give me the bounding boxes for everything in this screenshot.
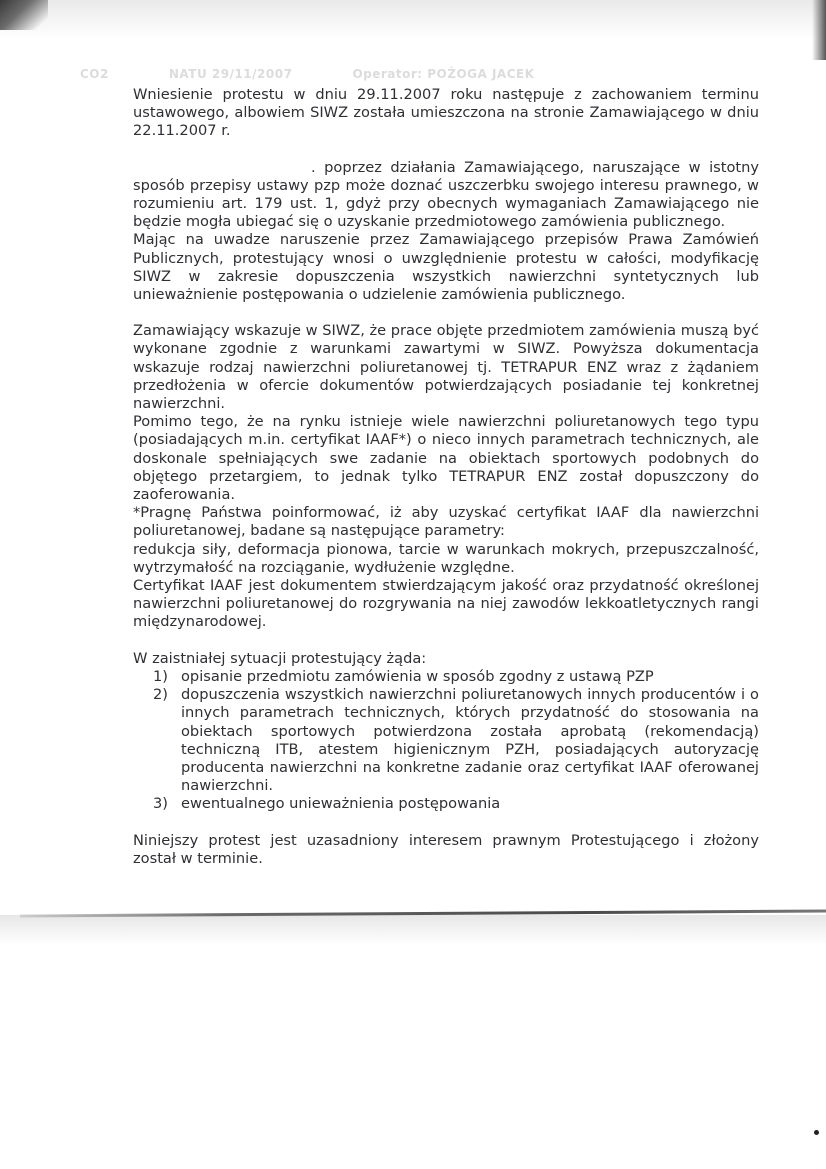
page-fold-shadow — [0, 915, 826, 945]
demand-number: 1) — [153, 667, 168, 685]
bleed-text-c: Operator: POŻOGA JACEK — [352, 67, 535, 81]
paragraph-market: Pomimo tego, że na rynku istnieje wiele nawierzchni poliuretanowych tego typu (posiadających m.in. certyfikat IAAF*) o nieco innych parametrach technicznych, ale doskonale spełniających swe zadanie na obiektach sportowych podobnych do objętego przetargiem, to jednak tylko TETRAPUR ENZ został dopuszczony do zaoferowania. — [133, 413, 759, 504]
paragraph-deadline: Wniesienie protestu w dniu 29.11.2007 roku następuje z zachowaniem terminu ustawowego, albowiem SIWZ została umieszczona na stronie Zamawiającego w dniu 22.11.2007 r. — [133, 86, 759, 140]
paragraph-demands-intro: W zaistniałej sytuacji protestujący żąda: — [133, 649, 427, 667]
demand-number: 2) — [153, 686, 168, 704]
scan-speck — [814, 1130, 819, 1135]
demand-item — [133, 668, 759, 686]
demand-text: ewentualnego unieważnienia postępowania — [181, 795, 501, 813]
demand-item — [133, 686, 759, 795]
demand-text: dopuszczenia wszystkich nawierzchni poliuretanowych innych producentów i o innych parametrach technicznych, których przydatność do stosowania na obiektach sportowych potwierdzona została aprobatą (rekomendacją) techniczną ITB, atestem higienicznym PZH, posiadających autoryzację producenta nawierzchni na konkretne zadanie oraz certyfikat IAAF oferowanej nawierzchni. — [181, 686, 759, 795]
paragraph-request: Mając na uwadze naruszenie przez Zamawiającego przepisów Prawa Zamówień Publicznych, protestujący wnosi o uwzględnienie protestu w całości, modyfikację SIWZ w zakresie dopuszczenia wszystkich nawierzchni syntetycznych lub unieważnienie postępowania o udzielenie zamówienia publicznego. — [133, 231, 759, 304]
document-body — [133, 86, 759, 868]
demand-text: opisanie przedmiotu zamówienia w sposób zgodny z ustawą PZP — [181, 667, 654, 685]
bleed-text-a: CO2 — [80, 67, 109, 81]
paragraph-closing: Niniejszy protest jest uzasadniony interesem prawnym Protestującego i złożony został w terminie. — [133, 831, 759, 867]
paragraph-interest — [133, 159, 759, 232]
demand-item — [133, 795, 759, 813]
demand-number: 3) — [153, 795, 168, 813]
scan-corner-shadow — [0, 0, 48, 30]
demands-list — [133, 668, 759, 814]
bleed-through-text — [80, 62, 680, 86]
paragraph-iaaf-intro: *Pragnę Państwa poinformować, iż aby uzyskać certyfikat IAAF dla nawierzchni poliuretanowej, badane są następujące parametry: — [133, 504, 759, 540]
scan-top-shadow — [0, 0, 826, 40]
paragraph-iaaf-cert: Certyfikat IAAF jest dokumentem stwierdzającym jakość oraz przydatność określonej nawierzchni poliuretanowej do rozgrywania na niej zawodów lekkoatletycznych rangi międzynarodowej. — [133, 577, 759, 631]
bleed-text-b: NATU 29/11/2007 — [168, 67, 293, 81]
scan-right-edge-shadow — [812, 0, 826, 60]
paragraph-iaaf-params: redukcja siły, deformacja pionowa, tarcie w warunkach mokrych, przepuszczalność, wytrzymałość na rozciąganie, wydłużenie względne. — [133, 540, 759, 576]
paragraph-siwz: Zamawiający wskazuje w SIWZ, że prace objęte przedmiotem zamówienia muszą być wykonane zgodnie z warunkami zawartymi w SIWZ. Powyższa dokumentacja wskazuje rodzaj nawierzchni poliuretanowej tj. TETRAPUR ENZ wraz z żądaniem przedłożenia w ofercie dokumentów potwierdzających posiadanie tej konkretnej nawierzchni. — [133, 322, 759, 413]
paragraph-interest-text: . poprzez działania Zamawiającego, naruszające w istotny sposób przepisy ustawy pzp może doznać uszczerbku swojego interesu prawnego, w rozumieniu art. 179 ust. 1, gdyż przy obecnych wymaganiach Zamawiającego nie będzie mogła ubiegać się o uzyskanie przedmiotowego zamówienia publicznego. — [133, 158, 759, 231]
